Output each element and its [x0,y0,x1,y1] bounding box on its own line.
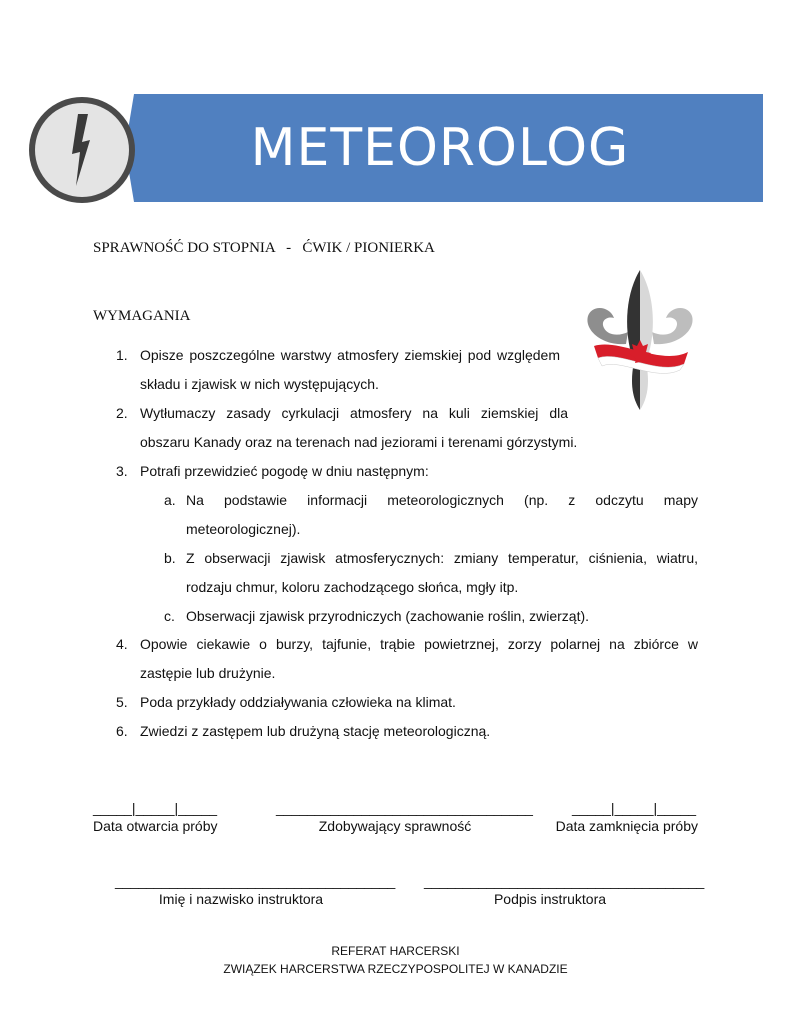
instructor-signature-label: Podpis instruktora [493,891,607,907]
requirement-text: Poda przykłady oddziaływania człowieka na klimat. [140,694,456,710]
requirement-text: Wytłumaczy zasady cyrkulacji atmosfery na kuli ziemskiej dla [140,405,568,421]
requirement-text: zastępie lub drużynie. [140,665,276,681]
requirement-text: Zwiedzi z zastępem lub drużyną stację meteorologiczną. [140,723,491,739]
requirement-text: rodzaju chmur, koloru zachodzącego słońca, mgły itp. [186,579,519,595]
open-date-label: Data otwarcia próby [93,818,218,834]
instructor-name-label: Imię i nazwisko instruktora [158,891,324,907]
instructor-signature-line: ____________________________________ [424,873,705,889]
instructor-name-line: ____________________________________ [115,873,396,889]
requirement-number: 2. [116,405,128,421]
requirement-number: 5. [116,694,128,710]
requirement-letter: a. [164,492,176,508]
requirement-text: Na podstawie informacji meteorologicznych (np. z odczytu mapy [186,492,698,508]
requirement-letter: c. [164,608,175,624]
requirement-text: Opowie ciekawie o burzy, tajfunie, trąbie powietrznej, zorzy polarnej na zbiórce w [140,636,698,652]
page-title: METEOROLOG [250,118,630,178]
requirement-text: Opisze poszczególne warstwy atmosfery ziemskiej pod względem [140,347,560,363]
requirement-number: 1. [116,347,128,363]
requirement-number: 4. [116,636,128,652]
open-date-line: _____|_____|_____ [93,800,218,816]
earner-signature-line: _________________________________ [276,800,533,816]
close-date-line: _____|_____|_____ [572,800,697,816]
requirement-text: obszaru Kanady oraz na terenach nad jeziorami i terenami górzystymi. [140,434,578,450]
footer-department: REFERAT HARCERSKI [331,944,460,958]
lightning-bolt-icon [26,94,138,206]
requirement-number: 3. [116,463,128,479]
scout-fleur-de-lis-icon [580,266,700,412]
requirement-number: 6. [116,723,128,739]
requirement-text: Z obserwacji zjawisk atmosferycznych: zmiany temperatur, ciśnienia, wiatru, [186,550,698,566]
requirement-text: składu i zjawisk w nich występujących. [140,376,379,392]
badge-subtitle: SPRAWNOŚĆ DO STOPNIA - ĆWIK / PIONIERKA [93,240,435,256]
close-date-label: Data zamknięcia próby [555,818,698,834]
requirements-heading: WYMAGANIA [93,308,191,324]
earner-label: Zdobywający sprawność [318,818,472,834]
requirement-text: Potrafi przewidzieć pogodę w dniu następnym: [140,463,429,479]
requirement-letter: b. [164,550,176,566]
requirement-text: meteorologicznej). [186,521,301,537]
footer-organization: ZWIĄZEK HARCERSTWA RZECZYPOSPOLITEJ W KANADZIE [223,962,568,976]
requirement-text: Obserwacji zjawisk przyrodniczych (zachowanie roślin, zwierząt). [186,608,590,624]
